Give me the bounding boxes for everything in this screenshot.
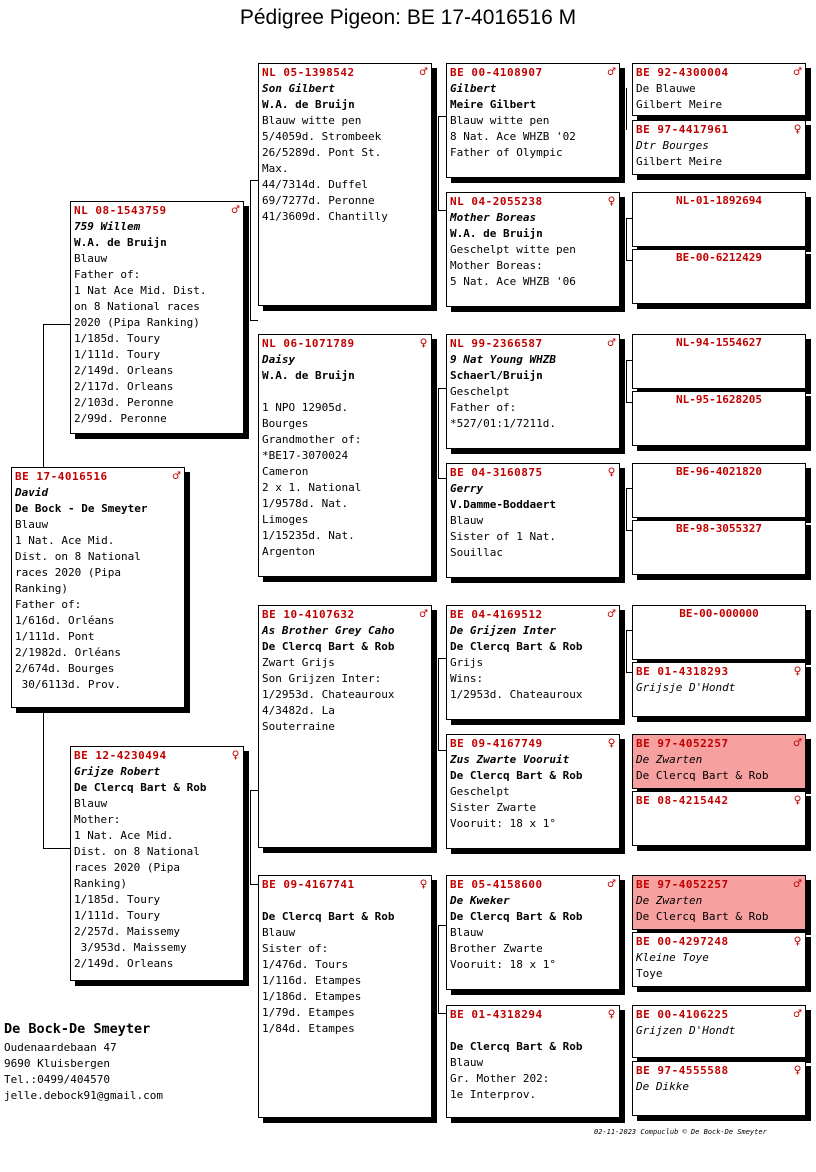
pigeon-notes: Blauw Gr. Mother 202: 1e Interprov. bbox=[450, 1056, 550, 1101]
breeder-name: Toye bbox=[636, 967, 663, 980]
pigeon-notes: Geschelpt witte pen Mother Boreas: 5 Nat. Ace WHZB '06 bbox=[450, 243, 576, 288]
g4-card-11[interactable] bbox=[632, 734, 806, 789]
male-icon: ♂ bbox=[607, 336, 616, 351]
pigeon-name: De Blauwe bbox=[636, 82, 696, 95]
sire-card[interactable] bbox=[70, 201, 244, 434]
breeder-name: De Clercq Bart & Rob bbox=[636, 910, 769, 923]
male-icon: ♂ bbox=[231, 203, 240, 218]
pigeon-name: Dtr Bourges bbox=[636, 139, 709, 152]
pigeon-notes: Blauw Mother: 1 Nat. Ace Mid. Dist. on 8 National races 2020 (Pipa Ranking) 1/185d. Toury 1/111d. Toury 2/257d. Maissemy 3/953d. Maissemy 2/149d. Orleans bbox=[74, 797, 200, 970]
dd-dam-card[interactable] bbox=[446, 1005, 620, 1118]
pigeon-name: Gilbert bbox=[450, 82, 497, 95]
g4-card-1[interactable] bbox=[632, 63, 806, 116]
dam-dam-card[interactable] bbox=[258, 875, 432, 1118]
male-icon: ♂ bbox=[607, 607, 616, 622]
pigeon-notes: 1 NPO 12905d. Bourges Grandmother of: *BE17-3070024 Cameron 2 x 1. National 1/9578d. Nat. Limoges 1/15235d. Nat. Argenton bbox=[262, 401, 362, 558]
ring-number: NL-94-1554627 bbox=[675, 336, 763, 349]
pigeon-notes: Geschelpt Father of: *527/01:1/7211d. bbox=[450, 385, 556, 430]
breeder-name: De Clercq Bart & Rob bbox=[262, 910, 395, 923]
breeder-name: Gilbert Meire bbox=[636, 98, 723, 111]
ring-number: BE 01-4318293 bbox=[636, 665, 729, 678]
pigeon-name: 759 Willem bbox=[74, 220, 141, 233]
sd-sire-card[interactable] bbox=[446, 334, 620, 449]
pigeon-name bbox=[262, 893, 428, 909]
pigeon-name: Grijze Robert bbox=[74, 765, 161, 778]
ring-number: BE 09-4167741 bbox=[262, 878, 355, 891]
sd-dam-card[interactable] bbox=[446, 463, 620, 578]
g4-card-13[interactable] bbox=[632, 875, 806, 930]
breeder-name: Gilbert Meire bbox=[636, 155, 723, 168]
ring-number: BE 04-4169512 bbox=[450, 608, 543, 621]
pigeon-name: De Zwarten bbox=[636, 894, 703, 907]
ring-number: BE 97-4555588 bbox=[636, 1064, 729, 1077]
pigeon-name: 9 Nat Young WHZB bbox=[450, 353, 556, 366]
pigeon-name: As Brother Grey Caho bbox=[262, 624, 395, 637]
female-icon: ♀ bbox=[607, 1007, 616, 1022]
ring-number: BE 92-4300004 bbox=[636, 66, 729, 79]
ring-number: BE 05-4158600 bbox=[450, 878, 543, 891]
pigeon-name: Mother Boreas bbox=[450, 211, 537, 224]
dam-card[interactable] bbox=[70, 746, 244, 981]
ss-dam-card[interactable] bbox=[446, 192, 620, 307]
ring-number: NL-01-1892694 bbox=[675, 194, 763, 207]
g4-card-3[interactable] bbox=[632, 192, 806, 247]
ring-number: BE 08-4215442 bbox=[636, 794, 729, 807]
g4-card-6[interactable] bbox=[632, 391, 806, 446]
g4-card-14[interactable] bbox=[632, 932, 806, 987]
owner-city: 9690 Kluisbergen bbox=[4, 1057, 110, 1070]
g4-card-2[interactable] bbox=[632, 120, 806, 175]
male-icon: ♂ bbox=[793, 736, 802, 751]
male-icon: ♂ bbox=[607, 65, 616, 80]
female-icon: ♀ bbox=[419, 336, 428, 351]
female-icon: ♀ bbox=[793, 664, 802, 679]
pigeon-name: Grijsje D'Hondt bbox=[636, 681, 736, 694]
dd-sire-card[interactable] bbox=[446, 875, 620, 990]
ring-number: BE 12-4230494 bbox=[74, 749, 167, 762]
ring-number: BE 00-4106225 bbox=[636, 1008, 729, 1021]
pigeon-name: David bbox=[15, 486, 49, 499]
pigeon-notes: Blauw 1 Nat. Ace Mid. Dist. on 8 National races 2020 (Pipa Ranking) Father of: 1/616d. Orléans 1/111d. Pont 2/1982d. Orléans 2/674d. Bourges 30/6113d. Prov. bbox=[15, 518, 141, 691]
ring-number: BE-00-6212429 bbox=[675, 251, 763, 264]
ring-number: BE-96-4021820 bbox=[675, 465, 763, 478]
sire-sire-card[interactable] bbox=[258, 63, 432, 306]
pigeon-name: Son Gilbert bbox=[262, 82, 335, 95]
male-icon: ♂ bbox=[793, 877, 802, 892]
footer-credit: 02-11-2023 Compuclub © De Bock-De Smeyter bbox=[594, 1128, 767, 1136]
pigeon-notes: Blauw witte pen 5/4059d. Strombeek 26/5289d. Pont St. Max. 44/7314d. Duffel 69/7277d. Peronne 41/3609d. Chantilly bbox=[262, 114, 388, 223]
female-icon: ♀ bbox=[793, 793, 802, 808]
male-icon: ♂ bbox=[793, 65, 802, 80]
g4-card-10[interactable] bbox=[632, 662, 806, 717]
ds-dam-card[interactable] bbox=[446, 734, 620, 849]
ss-sire-card[interactable] bbox=[446, 63, 620, 178]
ring-number: BE 00-4297248 bbox=[636, 935, 729, 948]
ring-number: NL-95-1628205 bbox=[675, 393, 763, 406]
pigeon-name bbox=[450, 1023, 616, 1039]
ring-number: NL 08-1543759 bbox=[74, 204, 167, 217]
female-icon: ♀ bbox=[793, 122, 802, 137]
breeder-name: De Clercq Bart & Rob bbox=[74, 781, 207, 794]
owner-street: Oudenaardebaan 47 bbox=[4, 1041, 117, 1054]
ring-number: BE 97-4052257 bbox=[636, 878, 729, 891]
breeder-name: W.A. de Bruijn bbox=[450, 227, 543, 240]
pigeon-notes: Blauw witte pen 8 Nat. Ace WHZB '02 Father of Olympic bbox=[450, 114, 576, 159]
male-icon: ♂ bbox=[172, 469, 181, 484]
pigeon-notes: Grijs Wins: 1/2953d. Chateauroux bbox=[450, 656, 583, 701]
owner-email: jelle.debock91@gmail.com bbox=[4, 1089, 163, 1102]
breeder-name: W.A. de Bruijn bbox=[262, 369, 355, 382]
breeder-name: De Clercq Bart & Rob bbox=[636, 769, 769, 782]
pigeon-notes: Blauw Brother Zwarte Vooruit: 18 x 1° bbox=[450, 926, 556, 971]
subject-card[interactable] bbox=[11, 467, 185, 708]
pigeon-name: Grijzen D'Hondt bbox=[636, 1024, 736, 1037]
g4-card-4[interactable] bbox=[632, 249, 806, 304]
breeder-name: De Clercq Bart & Rob bbox=[450, 1040, 583, 1053]
pigeon-name: De Kweker bbox=[450, 894, 510, 907]
g4-card-16[interactable] bbox=[632, 1061, 806, 1116]
male-icon: ♂ bbox=[419, 65, 428, 80]
sire-dam-card[interactable] bbox=[258, 334, 432, 577]
ring-number: NL 05-1398542 bbox=[262, 66, 355, 79]
male-icon: ♂ bbox=[793, 1007, 802, 1022]
ring-number: BE 10-4107632 bbox=[262, 608, 355, 621]
ring-number: BE 97-4052257 bbox=[636, 737, 729, 750]
breeder-name: V.Damme-Boddaert bbox=[450, 498, 556, 511]
female-icon: ♀ bbox=[231, 748, 240, 763]
pigeon-notes: Geschelpt Sister Zwarte Vooruit: 18 x 1° bbox=[450, 785, 556, 830]
ring-number: BE 09-4167749 bbox=[450, 737, 543, 750]
ring-number: NL 06-1071789 bbox=[262, 337, 355, 350]
ring-number: BE 17-4016516 bbox=[15, 470, 108, 483]
male-icon: ♂ bbox=[607, 877, 616, 892]
breeder-name: De Clercq Bart & Rob bbox=[450, 910, 583, 923]
female-icon: ♀ bbox=[607, 465, 616, 480]
ring-number: BE 04-3160875 bbox=[450, 466, 543, 479]
ring-number: BE 01-4318294 bbox=[450, 1008, 543, 1021]
female-icon: ♀ bbox=[793, 934, 802, 949]
g4-card-8[interactable] bbox=[632, 520, 806, 575]
ring-number: NL 99-2366587 bbox=[450, 337, 543, 350]
breeder-name: De Clercq Bart & Rob bbox=[262, 640, 395, 653]
pigeon-name: Kleine Toye bbox=[636, 951, 709, 964]
owner-phone: Tel.:0499/404570 bbox=[4, 1073, 110, 1086]
breeder-name: De Bock - De Smeyter bbox=[15, 502, 148, 515]
ds-sire-card[interactable] bbox=[446, 605, 620, 720]
breeder-name: W.A. de Bruijn bbox=[262, 98, 355, 111]
pigeon-name: De Zwarten bbox=[636, 753, 703, 766]
pigeon-notes: Blauw Father of: 1 Nat Ace Mid. Dist. on 8 National races 2020 (Pipa Ranking) 1/185d. Toury 1/111d. Toury 2/149d. Orleans 2/117d. Orleans 2/103d. Peronne 2/99d. Peronne bbox=[74, 252, 207, 425]
g4-card-5[interactable] bbox=[632, 334, 806, 389]
pigeon-notes: Blauw Sister of: 1/476d. Tours 1/116d. Etampes 1/186d. Etampes 1/79d. Etampes 1/84d. Etampes bbox=[262, 926, 362, 1035]
owner-name: De Bock-De Smeyter bbox=[4, 1021, 151, 1037]
pigeon-name: Gerry bbox=[450, 482, 484, 495]
female-icon: ♀ bbox=[607, 194, 616, 209]
pigeon-name: Zus Zwarte Vooruit bbox=[450, 753, 570, 766]
pigeon-name: De Dikke bbox=[636, 1080, 689, 1093]
breeder-name: De Clercq Bart & Rob bbox=[450, 769, 583, 782]
ring-number: BE 97-4417961 bbox=[636, 123, 729, 136]
female-icon: ♀ bbox=[419, 877, 428, 892]
breeder-name: Schaerl/Bruijn bbox=[450, 369, 543, 382]
ring-number: NL 04-2055238 bbox=[450, 195, 543, 208]
breeder-name: W.A. de Bruijn bbox=[74, 236, 167, 249]
dam-sire-card[interactable] bbox=[258, 605, 432, 848]
g4-card-9[interactable] bbox=[632, 605, 806, 660]
breeder-name: Meire Gilbert bbox=[450, 98, 537, 111]
pigeon-notes: Zwart Grijs Son Grijzen Inter: 1/2953d. Chateauroux 4/3482d. La Souterraine bbox=[262, 656, 395, 733]
ring-number: BE-00-000000 bbox=[679, 607, 759, 620]
owner-block bbox=[4, 1018, 163, 1104]
g4-card-7[interactable] bbox=[632, 463, 806, 518]
g4-card-15[interactable] bbox=[632, 1005, 806, 1058]
pigeon-name: De Grijzen Inter bbox=[450, 624, 556, 637]
breeder-name: De Clercq Bart & Rob bbox=[450, 640, 583, 653]
female-icon: ♀ bbox=[607, 736, 616, 751]
female-icon: ♀ bbox=[793, 1063, 802, 1078]
pigeon-notes: Blauw Sister of 1 Nat. Souillac bbox=[450, 514, 556, 559]
g4-card-12[interactable] bbox=[632, 791, 806, 846]
pigeon-name: Daisy bbox=[262, 353, 296, 366]
ring-number: BE-98-3055327 bbox=[675, 522, 763, 535]
page-title: Pédigree Pigeon: BE 17-4016516 M bbox=[239, 6, 577, 29]
ring-number: BE 00-4108907 bbox=[450, 66, 543, 79]
male-icon: ♂ bbox=[419, 607, 428, 622]
